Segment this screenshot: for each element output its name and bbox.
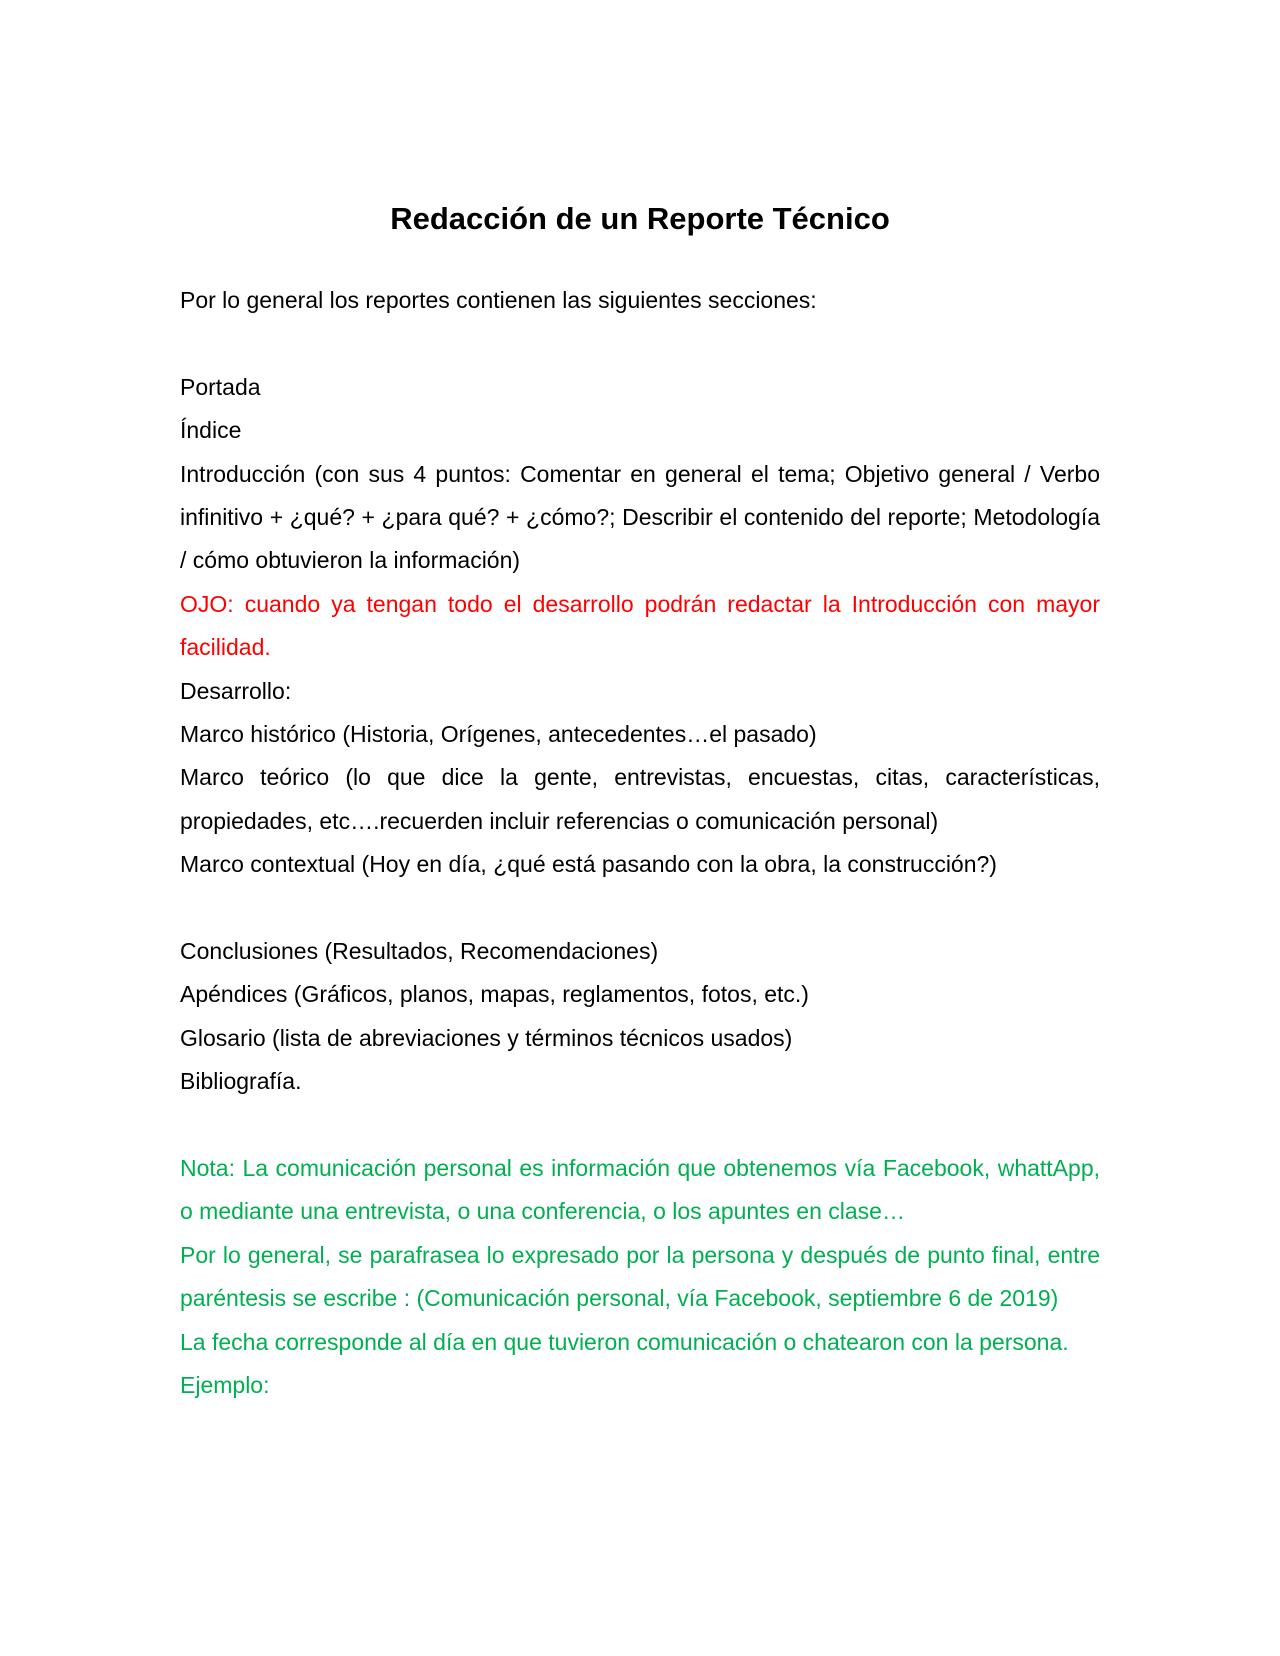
note-paragraph-2: Por lo general, se parafrasea lo expresado por la persona y después de punto final, entre paréntesis se escribe : (Comunicación personal, vía Facebook, septiembre 6 de 2019) — [180, 1241, 1100, 1312]
spacer — [180, 322, 1100, 365]
section-conclusiones: Conclusiones (Resultados, Recomendaciones) — [180, 938, 659, 965]
section-marco-contextual: Marco contextual (Hoy en día, ¿qué está pasando con la obra, la construcción?) — [180, 851, 997, 878]
section-indice: Índice — [180, 417, 242, 444]
section-desarrollo: Desarrollo: — [180, 677, 292, 704]
ojo-warning-note: OJO: cuando ya tengan todo el desarrollo podrán redactar la Introducción con mayor facilidad. — [180, 590, 1100, 661]
section-bibliografia: Bibliografía. — [180, 1068, 302, 1095]
section-marco-historico: Marco histórico (Historia, Orígenes, antecedentes…el pasado) — [180, 721, 817, 748]
page-title: Redacción de un Reporte Técnico — [390, 201, 890, 236]
section-portada: Portada — [180, 373, 261, 400]
document-page — [180, 196, 1100, 1408]
section-marco-teorico: Marco teórico (lo que dice la gente, entrevistas, encuestas, citas, características, propiedades, etc….recuerden incluir referencias o comunicación personal) — [180, 764, 1100, 834]
spacer — [180, 887, 1100, 930]
note-paragraph-3: La fecha corresponde al día en que tuvieron comunicación o chatearon con la persona. — [180, 1328, 1069, 1355]
intro-paragraph: Por lo general los reportes contienen las siguientes secciones: — [180, 287, 817, 313]
note-paragraph-1: Nota: La comunicación personal es información que obtenemos vía Facebook, whattApp, o mediante una entrevista, o una conferencia, o los apuntes en clase… — [180, 1155, 1100, 1225]
section-apendices: Apéndices (Gráficos, planos, mapas, reglamentos, fotos, etc.) — [180, 981, 809, 1008]
note-example-label: Ejemplo: — [180, 1372, 270, 1399]
spacer — [180, 1104, 1100, 1147]
section-glosario: Glosario (lista de abreviaciones y términos técnicos usados) — [180, 1024, 793, 1051]
section-introduccion: Introducción (con sus 4 puntos: Comentar en general el tema; Objetivo general / Verbo infinitivo + ¿qué? + ¿para qué? + ¿cómo?; Describir el contenido del reporte; Metodología / cómo obtuvieron la información) — [180, 460, 1100, 574]
